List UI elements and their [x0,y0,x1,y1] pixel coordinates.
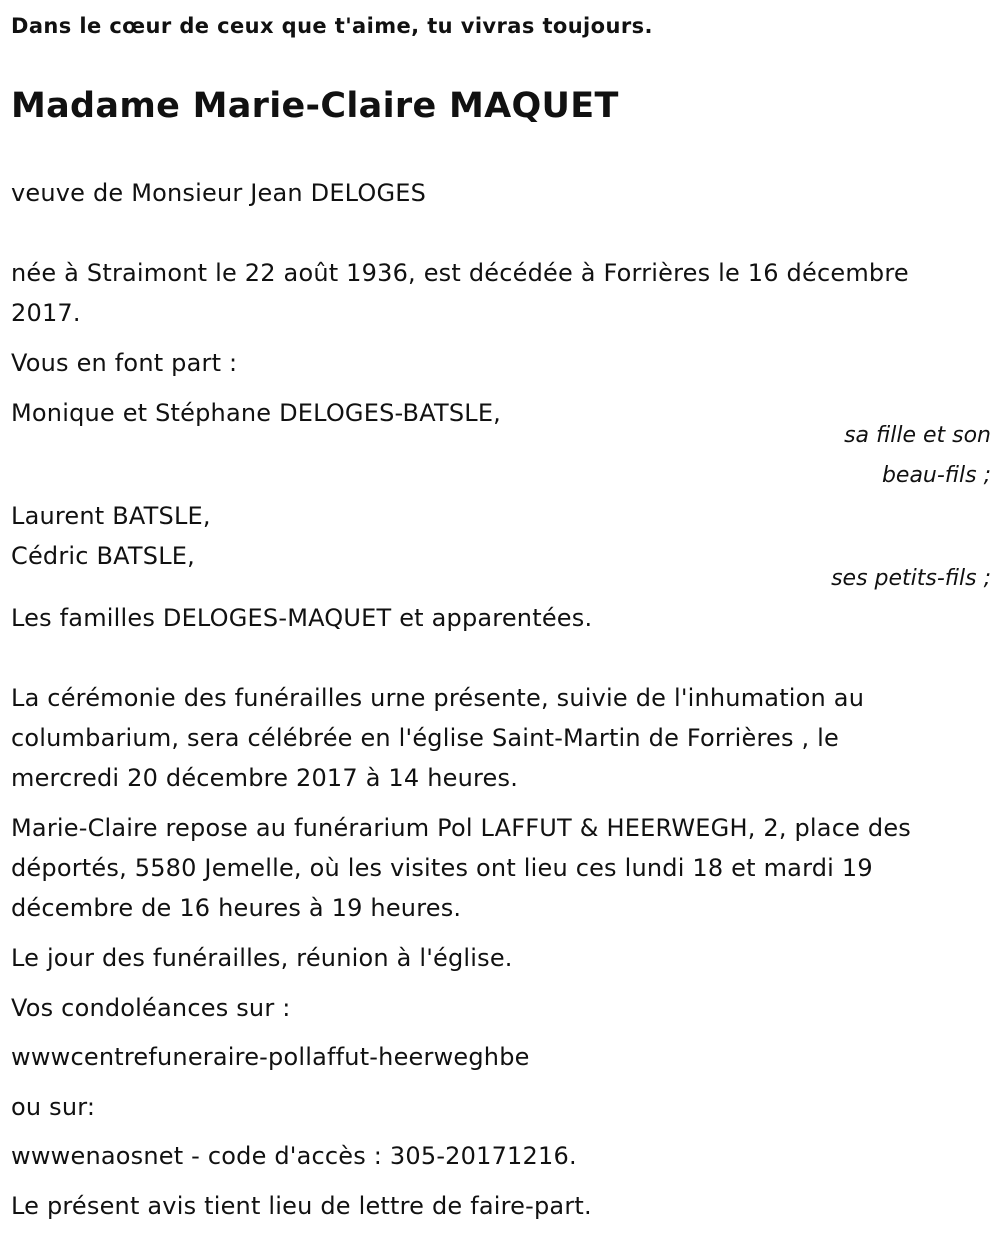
daughter-role-line-2: beau-fils ; [881,463,991,488]
daughter-role-line-1: sa fille et son [844,423,991,448]
condolences-label: Vos condoléances sur : [11,994,291,1022]
announce-line: Vous en font part : [11,349,238,377]
grandsons-role: ses petits-fils ; [831,566,991,591]
funerarium-line-2: déportés, 5580 Jemelle, où les visites ont lieu ces lundi 18 et mardi 19 [11,854,873,882]
enaos-line[interactable]: wwwenaosnet - code d'accès : 305-20171216. [11,1142,577,1170]
or-on-label: ou sur: [11,1093,96,1121]
birth-death-line-1: née à Straimont le 22 août 1936, est décédée à Forrières le 16 décembre [11,259,909,287]
families-line: Les familles DELOGES-MAQUET et apparentées. [11,604,593,632]
grandson-1: Laurent BATSLE, [11,502,211,530]
grandson-2: Cédric BATSLE, [11,542,195,570]
spouse-line: veuve de Monsieur Jean DELOGES [11,179,427,207]
ceremony-line-1: La cérémonie des funérailles urne présente, suivie de l'inhumation au [11,684,865,712]
condolences-site[interactable]: wwwcentrefuneraire-pollaffut-heerweghbe [11,1043,530,1071]
birth-death-line-2: 2017. [11,299,81,327]
funerarium-line-1: Marie-Claire repose au funérarium Pol LAFFUT & HEERWEGH, 2, place des [11,814,911,842]
closing-line: Le présent avis tient lieu de lettre de faire-part. [11,1192,592,1220]
epigraph: Dans le cœur de ceux que t'aime, tu vivras toujours. [11,14,653,38]
meeting-line: Le jour des funérailles, réunion à l'église. [11,944,513,972]
deceased-name: Madame Marie-Claire MAQUET [11,86,619,126]
funerarium-line-3: décembre de 16 heures à 19 heures. [11,894,462,922]
ceremony-line-3: mercredi 20 décembre 2017 à 14 heures. [11,764,519,792]
ceremony-line-2: columbarium, sera célébrée en l'église Saint-Martin de Forrières , le [11,724,839,752]
daughter-names: Monique et Stéphane DELOGES-BATSLE, [11,399,502,427]
